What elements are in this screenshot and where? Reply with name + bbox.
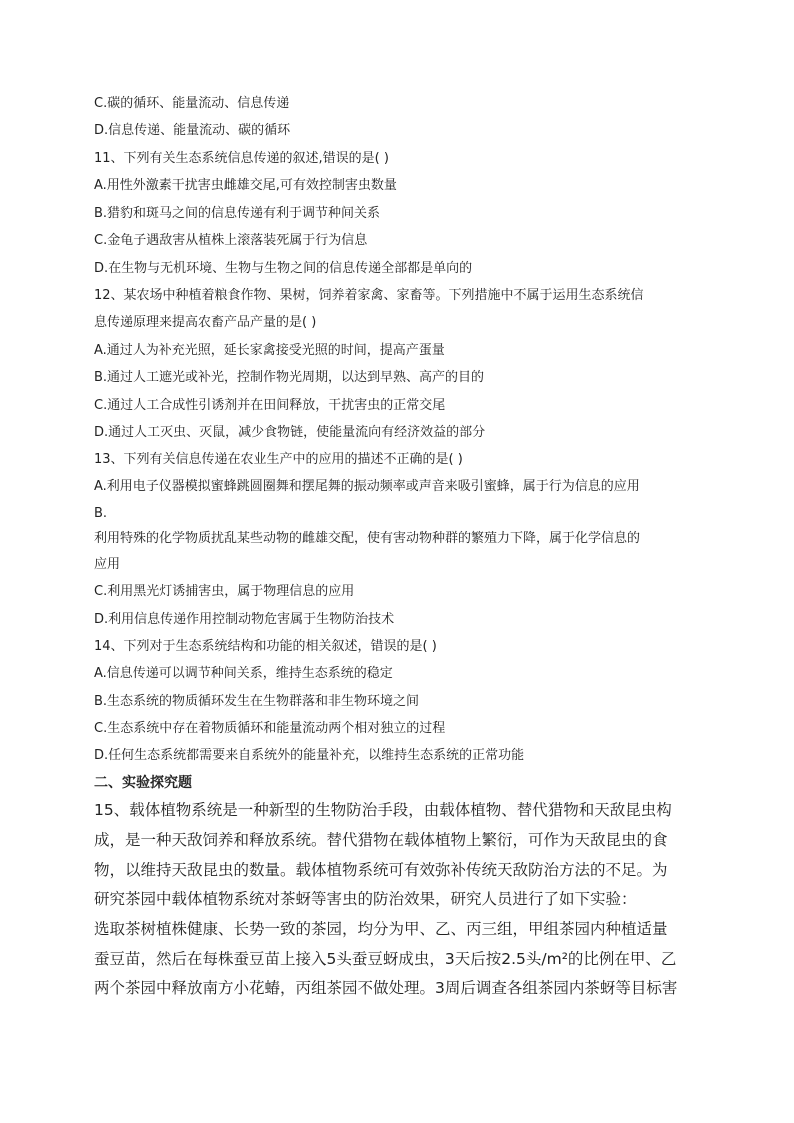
option-a-q14: A.信息传递可以调节种间关系，维持生态系统的稳定 [94, 666, 393, 681]
question-15-line7: 两个茶园中释放南方小花蝽，丙组茶园不做处理。3周后调查各组茶园内茶蚜等目标害 [94, 979, 678, 997]
option-a-q13: A.利用电子仪器模拟蜜蜂跳圆圈舞和摆尾舞的振动频率或声音来吸引蜜蜂，属于行为信息的应用 [94, 479, 640, 494]
option-d-q10: D.信息传递、能量流动、碳的循环 [94, 123, 291, 138]
question-14-stem: 14、下列对于生态系统结构和功能的相关叙述，错误的是( ) [94, 639, 437, 654]
option-b-q12: B.通过人工遮光或补光，控制作物光周期，以达到早熟、高产的目的 [94, 370, 485, 385]
option-b-q13-text: 利用特殊的化学物质扰乱某些动物的雌雄交配，使有害动物种群的繁殖力下降，属于化学信息的 [94, 531, 641, 546]
option-d-q13: D.利用信息传递作用控制动物危害属于生物防治技术 [94, 612, 395, 627]
question-13-stem: 13、下列有关信息传递在农业生产中的应用的描述不正确的是( ) [94, 452, 463, 467]
question-15-line6: 蚕豆苗，然后在每株蚕豆苗上接入5头蚕豆蚜成虫，3天后按2.5头/m²的比例在甲、乙 [94, 950, 677, 968]
option-a-q12: A.通过人为补充光照，延长家禽接受光照的时间，提高产蛋量 [94, 343, 445, 358]
question-15-line5: 选取茶树植株健康、长势一致的茶园，均分为甲、乙、丙三组，甲组茶园内种植适量 [94, 920, 668, 938]
option-c-q10: C.碳的循环、能量流动、信息传递 [94, 96, 290, 111]
question-15-line1: 15、载体植物系统是一种新型的生物防治手段，由载体植物、替代猎物和天敌昆虫构 [94, 801, 672, 819]
option-d-q14: D.任何生态系统都需要来自系统外的能量补充，以维持生态系统的正常功能 [94, 748, 525, 763]
option-b-q14: B.生态系统的物质循环发生在生物群落和非生物环境之间 [94, 694, 420, 709]
question-11-stem: 11、下列有关生态系统信息传递的叙述,错误的是( ) [94, 151, 389, 166]
option-d-q11: D.在生物与无机环境、生物与生物之间的信息传递全部都是单向的 [94, 261, 473, 276]
option-b-q13-text-cont: 应用 [94, 557, 121, 572]
option-b-q13-label: B. [94, 506, 108, 521]
option-c-q14: C.生态系统中存在着物质循环和能量流动两个相对独立的过程 [94, 721, 446, 736]
option-c-q12: C.通过人工合成性引诱剂并在田间释放，干扰害虫的正常交尾 [94, 398, 446, 413]
question-12-stem-line1: 12、某农场中种植着粮食作物、果树，饲养着家禽、家畜等。下列措施中不属于运用生态系统信 [94, 288, 644, 303]
section-title-experiment: 二、实验探究题 [94, 775, 192, 791]
question-15-line3: 物，以维持天敌昆虫的数量。载体植物系统可有效弥补传统天敌防治方法的不足。为 [94, 861, 668, 879]
option-c-q11: C.金龟子遇敌害从植株上滚落装死属于行为信息 [94, 233, 368, 248]
question-15-line4: 研究茶园中载体植物系统对茶蚜等害虫的防治效果，研究人员进行了如下实验： [94, 890, 637, 908]
question-15-line2: 成，是一种天敌饲养和释放系统。替代猎物在载体植物上繁衍，可作为天敌昆虫的食 [94, 831, 668, 849]
option-a-q11: A.用性外激素干扰害虫雌雄交尾,可有效控制害虫数量 [94, 178, 397, 193]
option-b-q11: B.猎豹和斑马之间的信息传递有利于调节种间关系 [94, 206, 381, 221]
question-12-stem-line2: 息传递原理来提高农畜产品产量的是( ) [94, 315, 317, 330]
option-d-q12: D.通过人工灭虫、灭鼠，减少食物链，使能量流向有经济效益的部分 [94, 425, 486, 440]
option-c-q13: C.利用黑光灯诱捕害虫，属于物理信息的应用 [94, 584, 355, 599]
